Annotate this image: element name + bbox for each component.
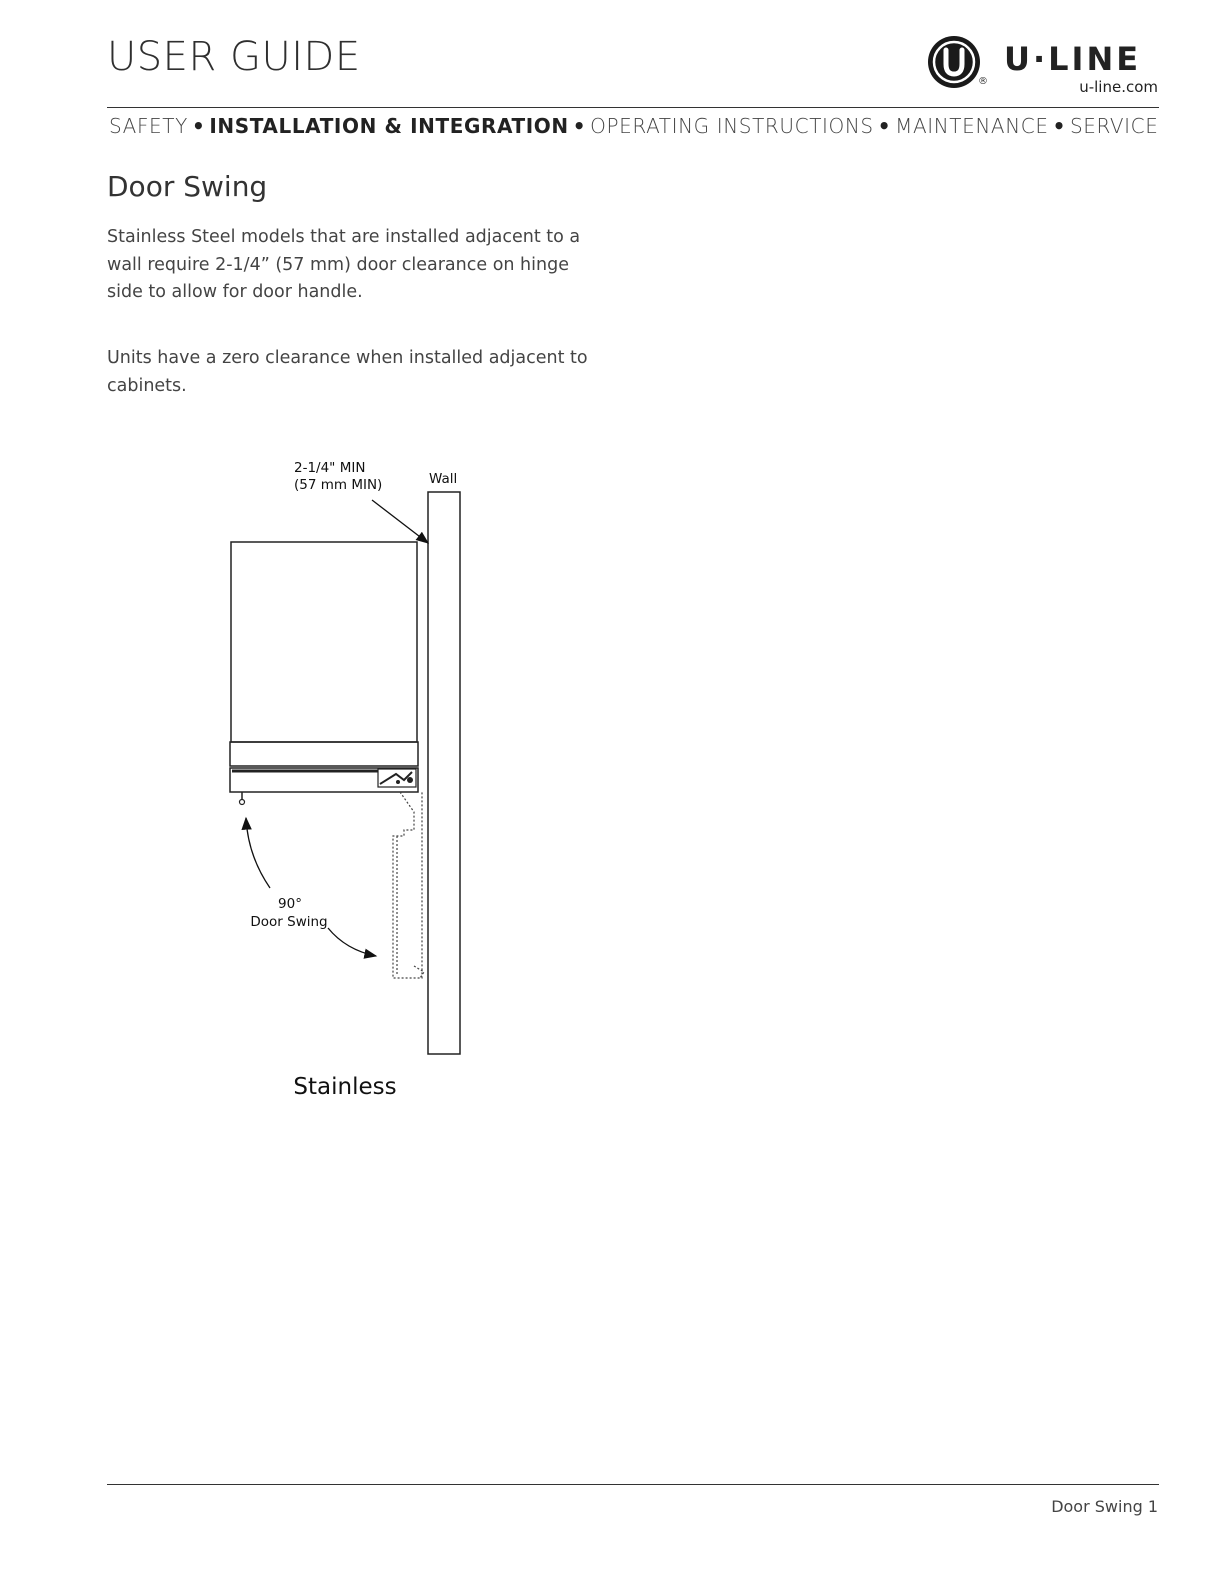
body-paragraph: Units have a zero clearance when installed adjacent to cabinets. <box>107 348 588 396</box>
swing-arrow-up <box>246 818 270 888</box>
door-swing-diagram <box>200 450 520 1110</box>
diagram-caption: Stainless <box>293 1074 397 1100</box>
brand-url[interactable]: u-line.com <box>1079 78 1158 96</box>
nav-item-installation-integration[interactable]: INSTALLATION & INTEGRATION <box>209 114 569 138</box>
nav-item-maintenance[interactable]: MAINTENANCE <box>895 114 1049 138</box>
header-rule <box>107 107 1159 108</box>
u-line-logo-icon <box>926 34 986 94</box>
nav-separator: • <box>1052 114 1066 138</box>
nav-item-operating-instructions[interactable]: OPERATING INSTRUCTIONS <box>590 114 874 138</box>
wall-label: Wall <box>429 471 458 487</box>
swing-label-line1: 90° <box>278 896 302 912</box>
nav-separator: • <box>572 114 587 138</box>
nav-item-safety[interactable]: SAFETY <box>109 114 188 138</box>
brand-name: U·LINE <box>1004 40 1142 78</box>
hinge-icon <box>378 769 416 787</box>
cabinet-body-shape <box>231 542 417 742</box>
nav-separator: • <box>877 114 892 138</box>
nav-separator: • <box>191 114 206 138</box>
page-number: Door Swing 1 <box>1051 1497 1158 1516</box>
nav-item-service[interactable]: SERVICE <box>1069 114 1159 138</box>
section-heading: Door Swing <box>107 170 268 203</box>
swing-arrow-right <box>328 928 376 956</box>
wall-shape <box>428 492 460 1054</box>
footer-rule <box>107 1484 1159 1485</box>
open-door-outline <box>393 792 424 978</box>
clearance-label-line1: 2-1/4" MIN <box>294 460 366 476</box>
brand-logo <box>926 34 1166 100</box>
clearance-arrow <box>372 500 428 543</box>
swing-label-line2: Door Swing <box>250 914 328 930</box>
clearance-label-line2: (57 mm MIN) <box>294 477 383 493</box>
section-nav <box>109 114 1159 138</box>
door-handle-icon <box>240 792 245 805</box>
body-paragraph: Stainless Steel models that are installed adjacent to a wall require 2-1/4” (57 mm) door clearance on hinge side to allow for door handle. <box>107 227 581 302</box>
toe-panel-shape <box>230 742 418 766</box>
registered-mark: ® <box>978 76 988 87</box>
document-title: USER GUIDE <box>107 34 361 80</box>
